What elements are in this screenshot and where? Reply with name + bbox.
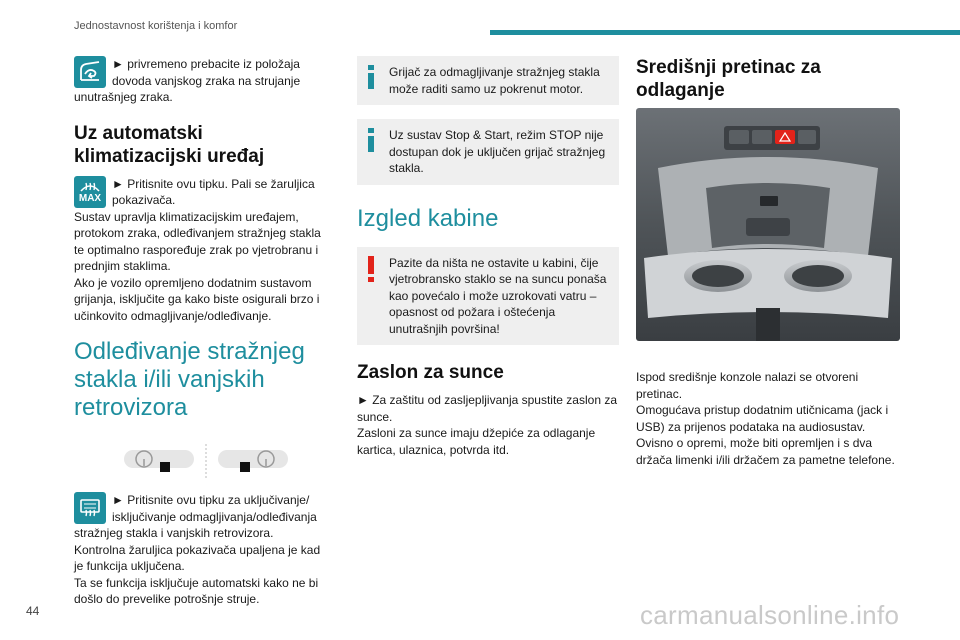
recirculation-block: [74, 56, 326, 106]
warning-icon: [368, 256, 374, 282]
defrost-heading: Odleđivanje stražnjeg stakla i/ili vanjskih retrovizora: [74, 338, 305, 421]
center-console-photo: [636, 108, 900, 341]
defrost-body: Ta se funkcija isključuje automatski kako ne bi došlo do prevelike potrošnje struje.: [74, 575, 319, 606]
running-header: Jednostavnost korištenja i komfor: [74, 20, 238, 32]
column-right: [636, 56, 900, 468]
info-icon: [368, 128, 374, 152]
storage-body: Ispod središnje konzole nalazi se otvoreni pretinac.: [636, 370, 859, 401]
info-note-2-text: Uz sustav Stop & Start, režim STOP nije dostupan dok je uključen grijač stražnjeg stakla.: [389, 128, 606, 175]
visor-body: Zasloni za sunce imaju džepiće za odlaganje kartica, ulaznica, potvrda itd.: [357, 426, 596, 457]
rear-defrost-icon: [74, 492, 106, 524]
rear-defrost-block: [74, 492, 326, 575]
defrost-step: ► Pritisnite ovu tipku za uključivanje/ isključivanje odmagljivanja/odleđivanja stražnjeg stakla i vanjskih retrovizora. Kontrolna žaruljica pokazivača upaljena je kad je funkcija uključena.: [74, 493, 321, 573]
auto-ac-block: [74, 176, 326, 209]
page-number: 44: [26, 604, 40, 618]
storage-body-3: Ovisno o opremi, može biti opremljen i s dva držača limenki i/ili držačem za pametne telefone.: [636, 436, 895, 467]
info-note-2: [357, 119, 619, 185]
warning-note: [357, 247, 619, 346]
info-note-1-text: Grijač za odmagljivanje stražnjeg stakla može raditi samo uz pokrenut motor.: [389, 65, 600, 96]
auto-ac-body: Sustav upravlja klimatizacijskim uređajem, protokom zraka, odleđivanjem stražnjeg stakla te optimalno raspoređuje zrak po vjetrobranu i prednjim staklima.: [74, 209, 321, 273]
cabin-heading: Izgled kabine: [357, 204, 499, 232]
column-left: [74, 56, 326, 608]
info-icon: [368, 65, 374, 89]
visor-heading: Zaslon za sunce: [357, 362, 504, 383]
auto-ac-body-2: Ako je vozilo opremljeno dodatnim sustavom grijanja, isključite ga kako biste osigurali brzo i učinkovito odmagljivanje/odleđivanje.: [74, 275, 320, 323]
watermark: carmanualsonline.info: [640, 600, 900, 630]
auto-ac-step: ► Pritisnite ovu tipku. Pali se žaruljica pokazivača.: [112, 176, 315, 207]
column-middle: [357, 56, 619, 458]
storage-heading: Središnji pretinac za odlaganje: [636, 57, 821, 101]
air-recirculation-icon: [74, 56, 106, 88]
defrost-buttons-illustration: [122, 444, 326, 478]
auto-ac-heading: Uz automatski klimatizacijski uređaj: [74, 122, 265, 167]
max-defrost-icon: [74, 176, 106, 208]
visor-step: ► Za zaštitu od zasljepljivanja spustite zaslon za sunce.: [357, 393, 618, 424]
recirculation-text: ► privremeno prebacite iz položaja dovoda vanjskog zraka na strujanje unutrašnjeg zraka.: [74, 57, 301, 104]
warning-text: Pazite da ništa ne ostavite u kabini, čije vjetrobransko staklo se na suncu ponaša kao povećalo i može uzrokovati vatru – opasnost od požara i oštećenja unutrašnjih površina!: [389, 255, 607, 336]
info-note-1: [357, 56, 619, 105]
max-label: MAX: [78, 192, 102, 204]
storage-body-2: Omogućava pristup dodatnim utičnicama (jack i USB) za prijenos podataka na audiosustav.: [636, 403, 889, 434]
header-accent-bar: [490, 30, 960, 35]
